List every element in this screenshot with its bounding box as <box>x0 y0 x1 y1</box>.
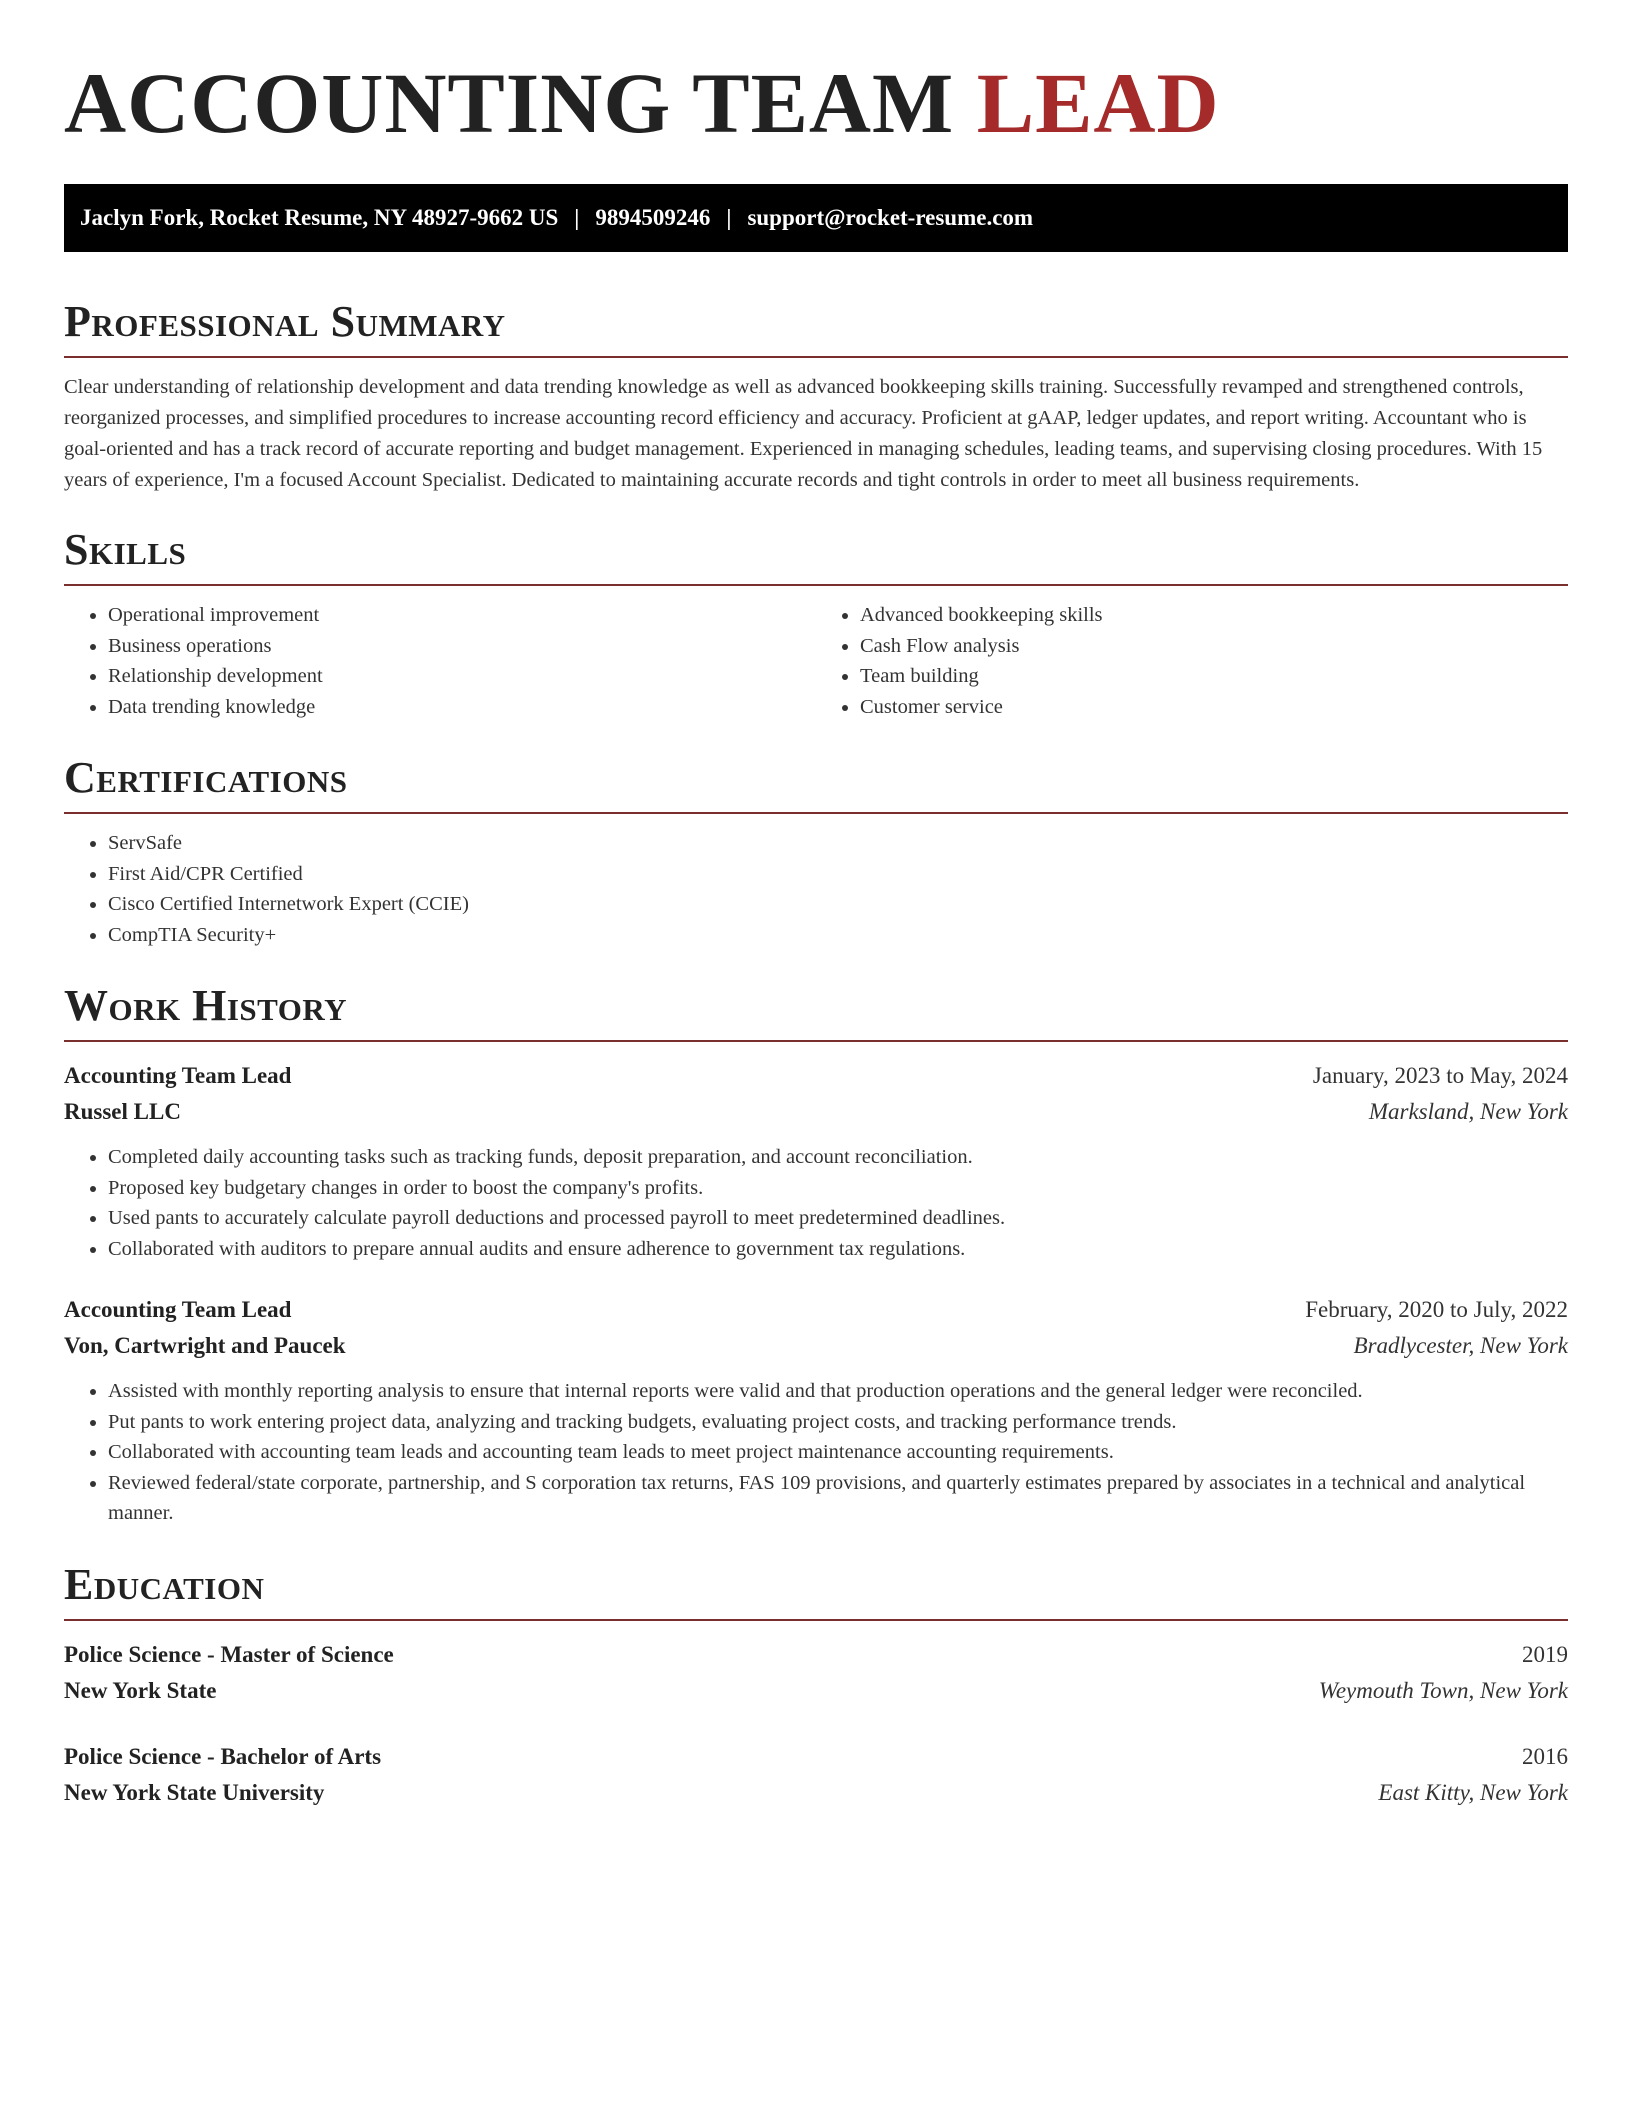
title-accent: LEAD <box>976 55 1220 151</box>
education-school: New York State <box>64 1677 217 1703</box>
certifications-heading: Certifications <box>64 752 1568 814</box>
skill-item: • Customer service <box>860 692 1568 723</box>
skill-item: • Team building <box>860 661 1568 692</box>
education-degree: Police Science - Master of Science <box>64 1641 394 1667</box>
title-main: ACCOUNTING TEAM <box>64 55 955 151</box>
job-title: Accounting Team Lead <box>64 1297 292 1322</box>
work-history-heading: Work History <box>64 980 1568 1042</box>
job-bullet: • Assisted with monthly reporting analysis to ensure that internal reports were valid and that production operations and the general ledger were reconciled. <box>108 1376 1568 1407</box>
job-bullets <box>64 1142 1568 1264</box>
skill-item: • Business operations <box>108 631 816 662</box>
skills-grid <box>64 586 1568 722</box>
skill-item: • Data trending knowledge <box>108 692 816 723</box>
job-company: Von, Cartwright and Paucek <box>64 1333 346 1358</box>
job-entry <box>64 1292 1568 1529</box>
education-school-row <box>64 1775 1568 1811</box>
job-entry <box>64 1058 1568 1264</box>
skills-list-left <box>64 600 816 722</box>
education-school: New York State University <box>64 1779 325 1805</box>
contact-address: Jaclyn Fork, Rocket Resume, NY 48927-9662 US <box>80 205 559 230</box>
education-degree-row <box>64 1637 1568 1673</box>
job-bullets <box>64 1376 1568 1529</box>
summary-section <box>64 296 1568 496</box>
contact-separator: | <box>574 205 580 230</box>
education-school-row <box>64 1673 1568 1709</box>
education-entry <box>64 1739 1568 1811</box>
job-bullet: • Collaborated with auditors to prepare annual audits and ensure adherence to government tax regulations. <box>108 1234 1568 1265</box>
certifications-section <box>64 752 1568 950</box>
summary-text: Clear understanding of relationship development and data trending knowledge as well as advanced bookkeeping skills training. Successfully revamped and strengthened controls, reorganized processes, and simplified procedures to increase accounting record efficiency and accuracy. Proficient at gAAP, ledger updates, and report writing. Accountant who is goal-oriented and has a track record of accurate reporting and budget management. Experienced in managing schedules, leading teams, and supervising closing procedures. With 15 years of experience, I'm a focused Account Specialist. Dedicated to maintaining accurate records and tight controls in order to meet all business requirements. <box>64 376 1543 491</box>
skill-item: • Advanced bookkeeping skills <box>860 600 1568 631</box>
job-bullet: • Completed daily accounting tasks such as tracking funds, deposit preparation, and account reconciliation. <box>108 1142 1568 1173</box>
job-company: Russel LLC <box>64 1099 181 1124</box>
education-heading: Education <box>64 1559 1568 1621</box>
contact-phone: 9894509246 <box>595 205 711 230</box>
job-dates: February, 2020 to July, 2022 <box>1305 1297 1568 1322</box>
job-bullet: • Collaborated with accounting team leads and accounting team leads to meet project maintenance accounting requirements. <box>108 1437 1568 1468</box>
education-year: 2019 <box>1522 1641 1568 1667</box>
skill-item: • Relationship development <box>108 661 816 692</box>
contact-bar <box>64 184 1568 252</box>
education-location: Weymouth Town, New York <box>1318 1677 1568 1703</box>
education-entry <box>64 1637 1568 1709</box>
work-history-section <box>64 980 1568 1529</box>
skills-section <box>64 524 1568 722</box>
certification-item: • First Aid/CPR Certified <box>108 859 1568 890</box>
job-location: Bradlycester, New York <box>1353 1333 1568 1358</box>
skills-list-right <box>816 600 1568 722</box>
certification-item: • ServSafe <box>108 828 1568 859</box>
job-company-row <box>64 1328 1568 1364</box>
skill-item: • Cash Flow analysis <box>860 631 1568 662</box>
certifications-list <box>64 828 1568 950</box>
job-dates: January, 2023 to May, 2024 <box>1312 1063 1568 1088</box>
education-degree: Police Science - Bachelor of Arts <box>64 1743 382 1769</box>
education-section <box>64 1559 1568 1811</box>
job-company-row <box>64 1094 1568 1130</box>
job-bullet: • Put pants to work entering project data, analyzing and tracking budgets, evaluating project costs, and tracking performance trends. <box>108 1407 1568 1438</box>
job-bullet: • Reviewed federal/state corporate, partnership, and S corporation tax returns, FAS 109 provisions, and quarterly estimates prepared by associates in a technical and analytical manner. <box>108 1468 1568 1529</box>
certification-item: • CompTIA Security+ <box>108 920 1568 951</box>
skills-heading: Skills <box>64 524 1568 586</box>
summary-heading: Professional Summary <box>64 296 1568 358</box>
skill-item: • Operational improvement <box>108 600 816 631</box>
job-bullet: • Proposed key budgetary changes in order to boost the company's profits. <box>108 1173 1568 1204</box>
education-year: 2016 <box>1522 1743 1568 1769</box>
certification-item: • Cisco Certified Internetwork Expert (CCIE) <box>108 889 1568 920</box>
job-title-row <box>64 1058 1568 1094</box>
job-location: Marksland, New York <box>1368 1099 1568 1124</box>
education-location: East Kitty, New York <box>1378 1779 1568 1805</box>
job-bullet: • Used pants to accurately calculate payroll deductions and processed payroll to meet predetermined deadlines. <box>108 1203 1568 1234</box>
contact-separator: | <box>726 205 732 230</box>
resume-title <box>64 56 1568 150</box>
job-title: Accounting Team Lead <box>64 1063 292 1088</box>
education-degree-row <box>64 1739 1568 1775</box>
contact-email: support@rocket-resume.com <box>747 205 1034 230</box>
job-title-row <box>64 1292 1568 1328</box>
